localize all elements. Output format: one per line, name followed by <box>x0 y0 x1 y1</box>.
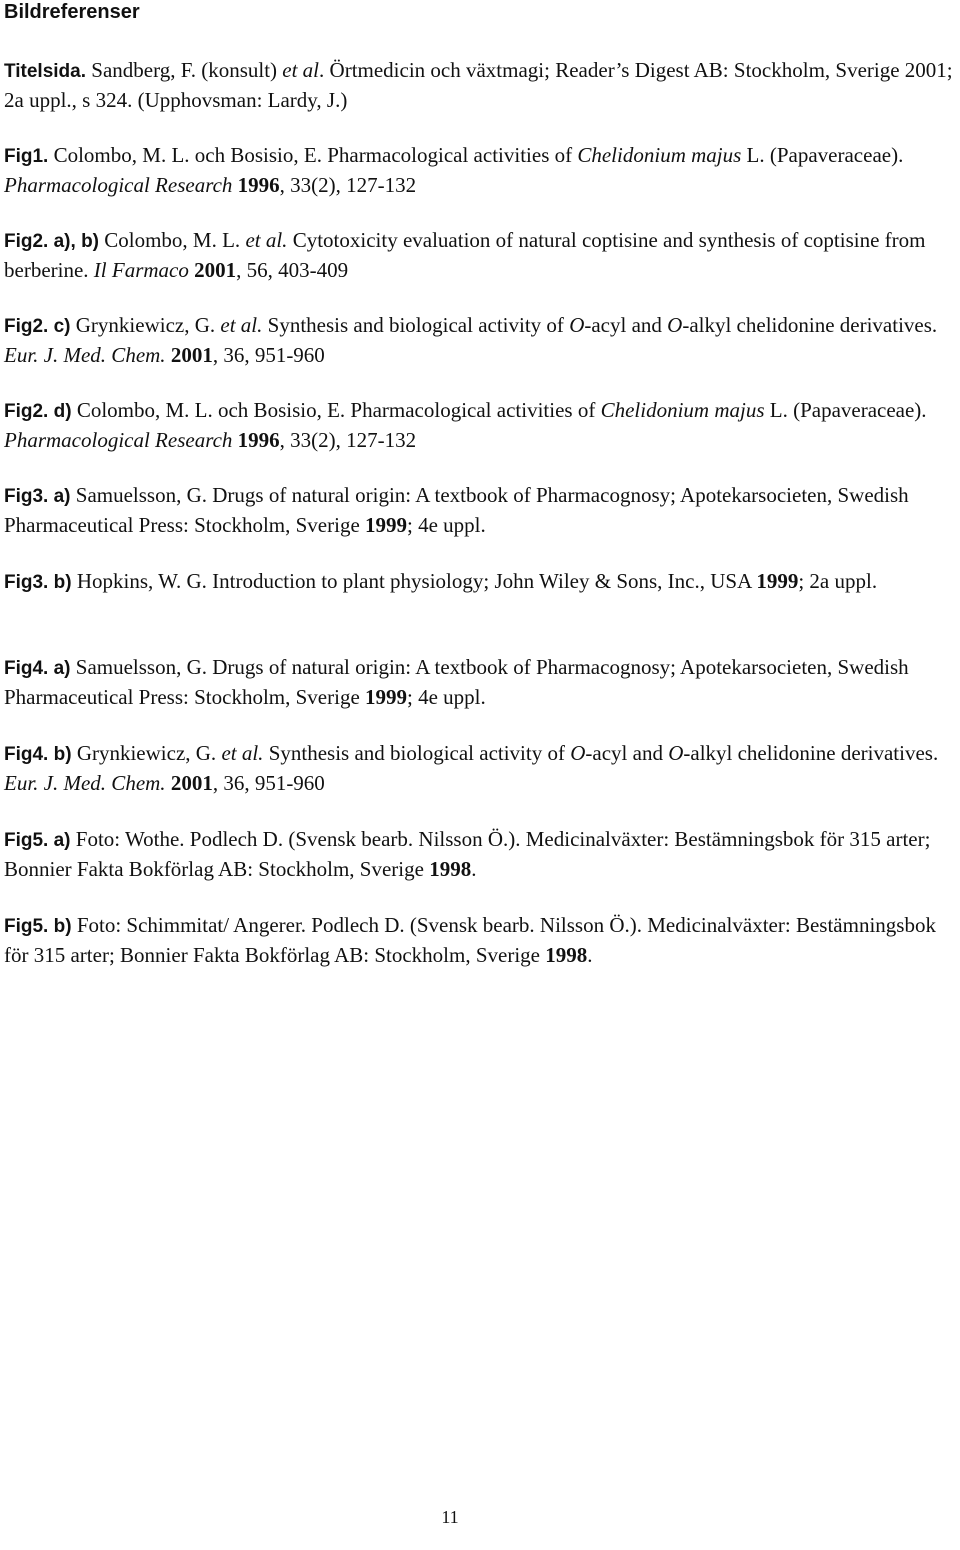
reference-text: Synthesis and biological activity of <box>263 741 571 765</box>
reference-text: -acyl and <box>584 313 668 337</box>
reference-text: ; 4e uppl. <box>407 685 486 709</box>
reference-text: L. (Papaveraceae). <box>764 398 927 422</box>
reference-text: Il Farmaco <box>93 258 189 282</box>
reference-text: 1998 <box>429 857 472 881</box>
section-heading: Bildreferenser <box>4 1 140 23</box>
reference-label: Fig1. <box>4 146 49 167</box>
reference-entry <box>4 311 956 369</box>
reference-text: , 36, 951-960 <box>212 771 325 795</box>
reference-text: Foto: Wothe. Podlech D. (Svensk bearb. Nilsson Ö.). Medicinalväxter: Bestämningsbok för 315 arter; Bonnier Fakta Bokförlag AB: Stockholm, Sverige <box>4 827 931 881</box>
reference-text: Foto: Schimmitat/ Angerer. Podlech D. (Svensk bearb. Nilsson Ö.). Medicinalväxter: Bestämningsbok för 315 arter; Bonnier Fakta Bokförlag AB: Stockholm, Sverige <box>4 913 936 967</box>
reference-text: Pharmacological Research <box>4 428 233 452</box>
reference-text: O <box>569 313 585 337</box>
reference-text: Samuelsson, G. Drugs of natural origin: A textbook of Pharmacognosy; Apotekarsocieten, Swedish Pharmaceutical Press: Stockholm, Sverige <box>4 655 909 709</box>
reference-text: Hopkins, W. G. Introduction to plant physiology; John Wiley & Sons, Inc., USA <box>71 569 757 593</box>
reference-text: , 33(2), 127-132 <box>279 428 417 452</box>
reference-label: Fig3. b) <box>4 572 72 593</box>
reference-text: ; 2a uppl. <box>798 569 878 593</box>
reference-text: Colombo, M. L. och Bosisio, E. Pharmacological activities of <box>48 143 578 167</box>
reference-entry <box>4 141 956 199</box>
reference-text: Synthesis and biological activity of <box>262 313 570 337</box>
reference-label: Fig2. c) <box>4 316 71 337</box>
reference-text: Pharmacological Research <box>4 173 233 197</box>
reference-text: 2001 <box>188 258 237 282</box>
reference-label: Fig4. a) <box>4 658 71 679</box>
reference-text: 1999 <box>365 685 408 709</box>
reference-label: Fig2. d) <box>4 401 72 422</box>
reference-text: Grynkiewicz, G. <box>71 741 222 765</box>
reference-text: Samuelsson, G. Drugs of natural origin: A textbook of Pharmacognosy; Apotekarsocieten, Swedish Pharmaceutical Press: Stockholm, Sverige <box>4 483 909 537</box>
reference-text: 2001 <box>165 343 213 367</box>
reference-text: 1999 <box>756 569 799 593</box>
reference-entry <box>4 825 956 883</box>
reference-text: -alkyl chelidonine derivatives. <box>682 313 938 337</box>
page-number: 11 <box>441 1507 459 1527</box>
reference-text: O <box>570 741 586 765</box>
reference-text: L. (Papaveraceae). <box>741 143 904 167</box>
reference-entry <box>4 226 956 284</box>
reference-text: . Örtmedicin och växtmagi; Reader’s Digest AB: Stockholm, Sverige 2001; 2a uppl., s 324. (Upphovsman: Lardy, J.) <box>4 58 953 112</box>
reference-text: Colombo, M. L. <box>99 228 246 252</box>
reference-entry <box>4 739 956 797</box>
reference-entry <box>4 567 956 597</box>
reference-text: et al. <box>221 741 264 765</box>
reference-text: Eur. J. Med. Chem. <box>4 343 166 367</box>
reference-label: Titelsida. <box>4 61 87 82</box>
reference-text: 1996 <box>232 428 280 452</box>
reference-text: et al. <box>220 313 263 337</box>
reference-label: Fig4. b) <box>4 744 72 765</box>
reference-entry <box>4 911 956 969</box>
reference-entry <box>4 481 956 539</box>
reference-text: Eur. J. Med. Chem. <box>4 771 166 795</box>
reference-text: 1999 <box>365 513 408 537</box>
reference-entry <box>4 56 956 114</box>
reference-label: Fig5. b) <box>4 916 72 937</box>
reference-text: , 36, 951-960 <box>212 343 325 367</box>
reference-text: -acyl and <box>585 741 669 765</box>
reference-text: Grynkiewicz, G. <box>70 313 221 337</box>
reference-text: ; 4e uppl. <box>407 513 486 537</box>
reference-entry <box>4 396 956 454</box>
reference-text: O <box>667 313 683 337</box>
reference-text: et al. <box>245 228 288 252</box>
reference-text: . <box>471 857 477 881</box>
reference-text: , 56, 403-409 <box>236 258 349 282</box>
reference-text: Colombo, M. L. och Bosisio, E. Pharmacological activities of <box>71 398 601 422</box>
reference-text: et al <box>282 58 320 82</box>
reference-text: , 33(2), 127-132 <box>279 173 417 197</box>
reference-text: 1998 <box>545 943 588 967</box>
reference-text: Chelidonium majus <box>577 143 742 167</box>
reference-text: . <box>587 943 593 967</box>
reference-text: Sandberg, F. (konsult) <box>86 58 283 82</box>
reference-label: Fig3. a) <box>4 486 71 507</box>
reference-text: 1996 <box>232 173 280 197</box>
reference-text: Cytotoxicity evaluation of natural coptisine and synthesis of coptisine from berberine. <box>4 228 926 282</box>
reference-text: Chelidonium majus <box>600 398 765 422</box>
reference-text: -alkyl chelidonine derivatives. <box>683 741 939 765</box>
reference-text: O <box>668 741 684 765</box>
reference-entry <box>4 653 956 711</box>
reference-label: Fig2. a), b) <box>4 231 99 252</box>
reference-label: Fig5. a) <box>4 830 71 851</box>
reference-text: 2001 <box>165 771 213 795</box>
